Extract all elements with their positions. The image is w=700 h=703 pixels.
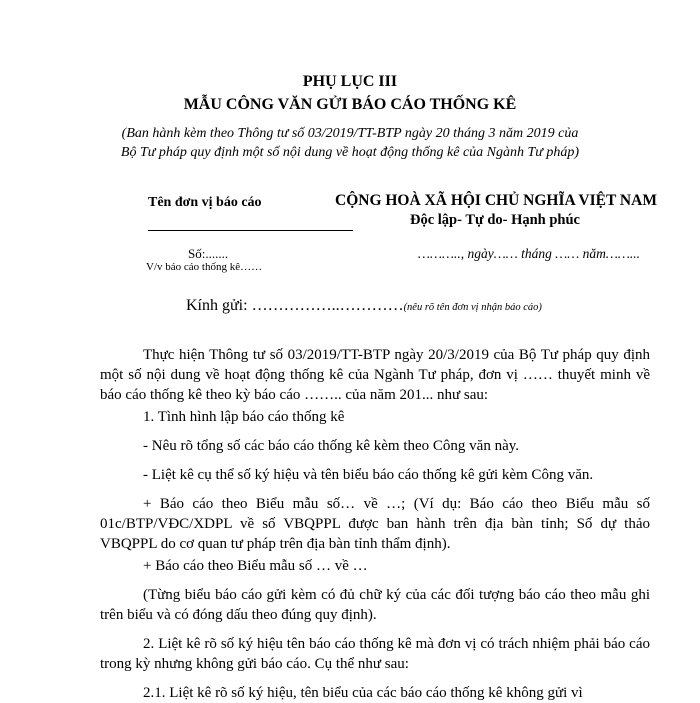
document-subject: V/v báo cáo thống kê……: [146, 261, 263, 273]
reporting-unit-label: Tên đơn vị báo cáo: [148, 195, 262, 210]
section-2-text: 2. Liệt kê rõ số ký hiệu tên báo cáo thống kê mà đơn vị có trách nhiệm phải báo cáo trong kỳ nhưng không gửi báo cáo. Cụ thể như sau:: [100, 636, 650, 672]
section-1-text: 1. Tình hình lập báo cáo thống kê: [143, 409, 345, 425]
date-line: ……….., ngày…… tháng …… năm……...: [418, 246, 641, 261]
plus-2-text: + Báo cáo theo Biểu mẫu số … về …: [143, 558, 368, 574]
addressee-line: [186, 297, 542, 315]
bullet-1-text: - Nêu rõ tổng số các báo cáo thống kê kèm theo Công văn này.: [143, 438, 520, 454]
intro-text: Thực hiện Thông tư số 03/2019/TT-BTP ngày 20/3/2019 của Bộ Tư pháp quy định một số nội dung về hoạt động thống kê của Ngành Tư pháp, đơn vị …… thuyết minh về báo cáo thống kê theo kỳ báo cáo …….. của năm 201... như sau:: [100, 347, 650, 403]
subtitle-line-2: Bộ Tư pháp quy định một số nội dung về hoạt động thống kê của Ngành Tư pháp): [120, 145, 580, 160]
document-subtitle: [0, 124, 700, 162]
national-motto: Độc lập- Tự do- Hạnh phúc: [410, 212, 580, 228]
national-title: CỘNG HOÀ XÃ HỘI CHỦ NGHĨA VIỆT NAM: [335, 192, 657, 209]
document-number: Số:.......: [188, 246, 229, 261]
section-2-1-text: 2.1. Liệt kê rõ số ký hiệu, tên biểu của các báo cáo thống kê không gửi vì: [143, 685, 583, 701]
appendix-heading: PHỤ LỤC III: [302, 73, 398, 90]
bullet-2-text: - Liệt kê cụ thể số ký hiệu và tên biểu báo cáo thống kê gửi kèm Công văn.: [143, 467, 594, 483]
form-item: [100, 556, 650, 576]
signature-note-paragraph: [100, 585, 650, 625]
intro-paragraph: [100, 345, 650, 405]
addressee-label: Kính gửi: ……………..…………: [186, 297, 404, 314]
addressee-note: (nêu rõ tên đơn vị nhận báo cáo): [403, 302, 542, 313]
reporting-unit-underline: [148, 230, 353, 231]
section-2-1-paragraph: [100, 683, 650, 703]
document-title: MẪU CÔNG VĂN GỬI BÁO CÁO THỐNG KÊ: [183, 96, 517, 113]
section-1-heading: [100, 407, 650, 427]
bullet-item: [100, 436, 650, 456]
plus-1-text: + Báo cáo theo Biểu mẫu số… về …; (Ví dụ: Báo cáo theo Biểu mẫu số 01c/BTP/VĐC/XDPL về số VBQPPL được ban hành trên địa bàn tỉnh; Số dự thảo VBQPPL do cơ quan tư pháp trên địa bàn tỉnh thẩm định).: [100, 496, 650, 552]
note-text: (Từng biểu báo cáo gửi kèm có đủ chữ ký của các đối tượng báo cáo theo mẫu ghi trên biểu và có đóng dấu theo đúng quy định).: [100, 587, 650, 623]
section-2-paragraph: [100, 634, 650, 674]
subtitle-line-1: (Ban hành kèm theo Thông tư số 03/2019/TT-BTP ngày 20 tháng 3 năm 2019 của: [121, 126, 579, 141]
bullet-item: [100, 465, 650, 485]
form-example-paragraph: [100, 494, 650, 554]
